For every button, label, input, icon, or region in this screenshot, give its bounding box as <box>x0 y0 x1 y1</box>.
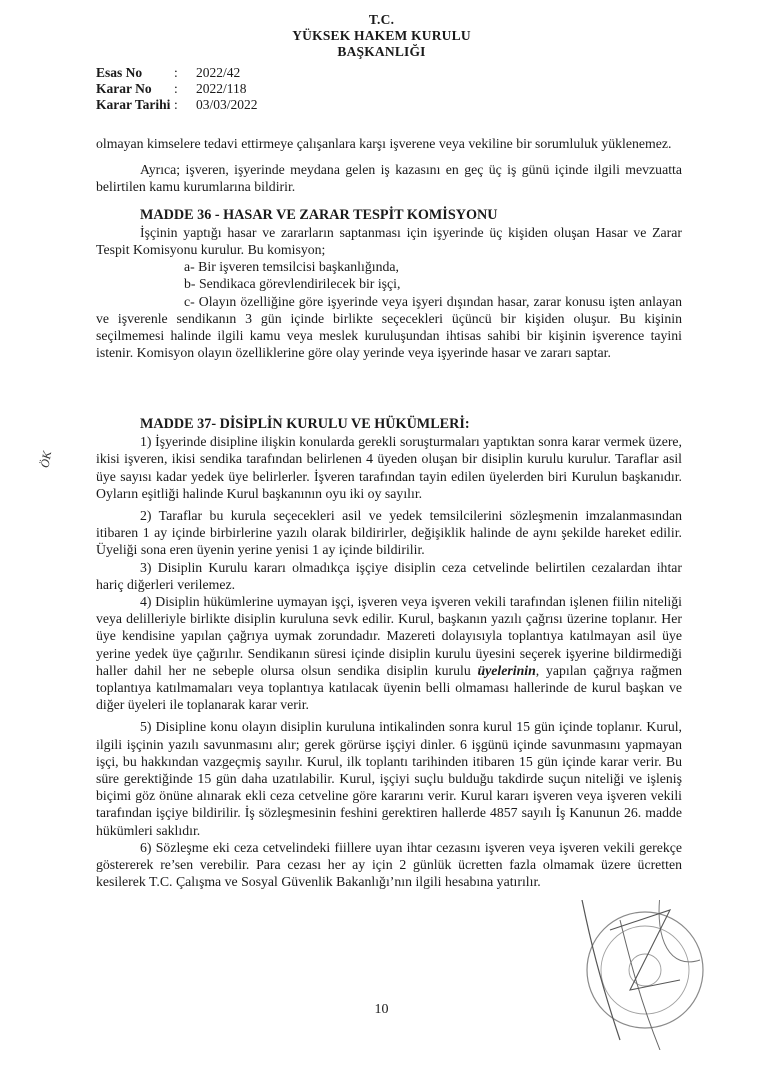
paragraph-intro-2: Ayrıca; işveren, işyerinde meydana gelen iş kazasını en geç üç iş günü içinde ilgili mevzuatta belirtilen kamu kurumlarına bildirir. <box>96 162 682 195</box>
meta-label: Karar Tarihi <box>96 97 171 112</box>
page-number: 10 <box>374 1002 389 1017</box>
clause-4-text-a: 4) Disiplin hükümlerine uymayan işçi, işveren veya işveren vekili tarafından işlenen fiilin niteliği veya delilleriyle birlikte disiplin kuruluna sevk edilir. Kurul, başkanın yazılı çağrısı üzerine toplanır. Her üye kendisine yapılan çağrıya uymak zorundadır. Mazereti dolayısıyla toplantıya katılmayan asil üye yerine yedek üye çağırılır. Sendikanın süresi içinde disiplin kurulu üyesini seçerek işyerine bildirmediği haller dahil her ne sebeple olursa olsun sendika disiplin kurulu <box>96 594 682 678</box>
meta-colon: : <box>174 65 178 80</box>
meta-label: Esas No <box>96 65 143 80</box>
official-stamp-icon <box>560 900 710 1050</box>
madde37-clause-6: 6) Sözleşme eki ceza cetvelindeki fiillere uyan ihtar cezasını işveren veya işveren vekili gerekçe göstererek re’sen verebilir. Para cezası her ay için 2 günlük ücretten fazla olmamak üzere ücretten kesilerek T.C. Çalışma ve Sosyal Güvenlik Bakanlığı’nın ilgili hesabına yatırılır. <box>96 839 682 890</box>
meta-colon: : <box>174 81 178 96</box>
madde36-heading: MADDE 36 - HASAR VE ZARAR TESPİT KOMİSYONU <box>140 206 498 223</box>
madde36-item-a: a- Bir işveren temsilcisi başkanlığında, <box>184 259 399 275</box>
meta-value: 2022/118 <box>196 81 247 96</box>
madde36-paragraph: İşçinin yaptığı hasar ve zararların saptanması için işyerinde üç kişiden oluşan Hasar ve Zarar Tespit Komisyonu kurulur. Bu komisyon; <box>96 224 682 258</box>
meta-row-karar <box>96 81 258 97</box>
meta-row-esas <box>96 65 258 81</box>
meta-colon: : <box>174 97 178 112</box>
header-office: BAŞKANLIĞI <box>337 44 426 59</box>
clause-4-text-b: , yapılan çağrıya rağmen toplantıya katılmamaları veya toplantıya katılacak üyenin belli olmaması hallerinde de kurul başkan ve diğer üyeleri ile toplanarak karar verir. <box>96 662 682 713</box>
madde37-clause-3: 3) Disiplin Kurulu kararı olmadıkça işçiye disiplin ceza cetvelinde belirtilen cezalardan ihtar hariç diğerleri verilemez. <box>96 559 682 592</box>
clause-4-emphasis: üyelerinin <box>477 662 536 678</box>
madde37-clause-2: 2) Taraflar bu kurula seçecekleri asil ve yedek temsilcilerini sözleşmenin imzalanmasından itibaren 1 ay içinde birbirlerine yazılı olarak bildirirler, değişiklik halinde de aynı şekilde hareket edilir. Üyeliği sona eren üyenin yerine yenisi 1 ay içinde bildirilir. <box>96 508 682 558</box>
madde36-item-c: c- Olayın özelliğine göre işyerinde veya işyeri dışından hasar, zarar konusu işten anlayan ve işverenle sendikanın 3 gün içinde birlikte seçecekleri üçüncü bir kişiden oluşur. Bu kişinin seçilmemesi halinde ilgili kamu veya meslek kuruluşundan ihtisas sahibi bir kişinin işverence tayini istenir. Komisyon olayın özelliklerine göre olay yerinde veya işyerinde hasar ve zararı saptar. <box>96 293 682 361</box>
madde37-clause-1: 1) İşyerinde disipline ilişkin konularda gerekli soruşturmaları yaptıktan sonra karar vermek üzere, ikisi işveren, ikisi sendika tarafından belirlenen 4 üyeden oluşan bir disiplin kurulu kurulur. Taraflar asil üye sayısı kadar yedek üye belirlerler. İşveren tarafından tayin edilen üyelerden biri Kurulun başkanıdır. Oyların eşitliği halinde Kurul başkanının oyu iki oy sayılır. <box>96 434 682 501</box>
body-part-1 <box>96 135 682 361</box>
header-institution: YÜKSEK HAKEM KURULU <box>292 28 471 43</box>
madde37-heading: MADDE 37- DİSİPLİN KURULU VE HÜKÜMLERİ: <box>140 416 470 432</box>
madde37-clause-4 <box>96 593 682 713</box>
body-part-2 <box>96 416 682 890</box>
margin-initial: ÖK <box>37 449 55 469</box>
header-tc: T.C. <box>368 12 395 27</box>
madde37-clause-5: 5) Disipline konu olayın disiplin kuruluna intikalinden sonra kurul 15 gün içinde toplanır. Kurul, ilgili işçinin yazılı savunmasını alır; gerek görürse işçiyi dinler. 6 işgünü içinde savunmasını yapmayan işçi, bu hakkından vazgeçmiş sayılır. Kurul, ilk toplantı tarihinden itibaren 15 gün içinde karar verir. Bu süre gerektiğinde 15 gün daha uzatılabilir. Kurul, işçiyi suçlu bulduğu takdirde suçun niteliği ve işleniş biçimi göz önüne alınarak ekli ceza cetveline göre kararını verir. Kurul kararı işveren veya işveren vekili tarafından işçiye bildirilir. İş sözleşmesinin feshini gerektiren hallerde 4857 sayılı İş Kanunun 26. madde hükümleri saklıdır. <box>96 719 682 838</box>
case-metadata <box>96 65 258 113</box>
meta-value: 2022/42 <box>196 65 241 80</box>
meta-value: 03/03/2022 <box>196 97 258 112</box>
meta-label: Karar No <box>96 81 152 96</box>
paragraph-intro-1: olmayan kimselere tedavi ettirmeye çalışanlara karşı işverene veya vekiline bir sorumluluk yüklenemez. <box>96 136 672 151</box>
madde36-item-b: b- Sendikaca görevlendirilecek bir işçi, <box>184 276 401 292</box>
meta-row-tarih <box>96 97 258 113</box>
